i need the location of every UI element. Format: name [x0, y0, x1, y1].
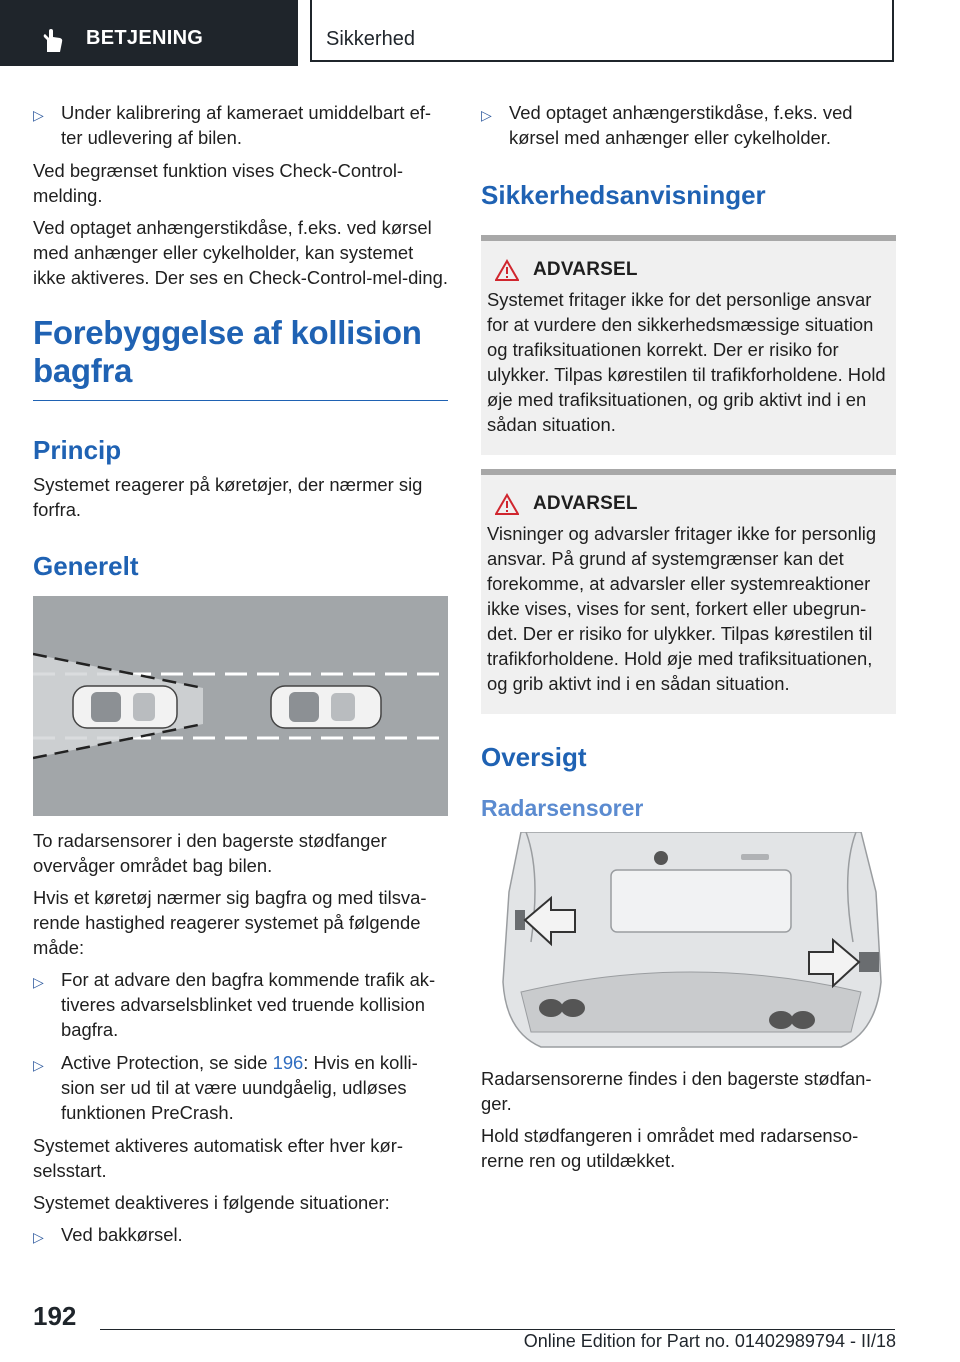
chapter-tab — [0, 0, 298, 66]
page-link[interactable]: 196 — [272, 1052, 304, 1073]
chapter-title: BETJENING — [86, 27, 204, 49]
car-icon — [271, 686, 381, 728]
warning-triangle-icon — [495, 259, 519, 281]
section-header — [310, 0, 894, 62]
list-item: ▷ Under kalibrering af kameraet umiddelbart ef-ter udlevering af bilen. — [33, 102, 432, 148]
paragraph: To radarsensorer i den bagerste stødfanger overvåger området bag bilen. — [33, 830, 387, 876]
warning-box — [481, 469, 896, 714]
section-heading-safety: Sikkerhedsanvisninger — [481, 180, 766, 210]
triangle-bullet-icon: ▷ — [33, 1229, 44, 1245]
paragraph: Ved optaget anhængerstikdåse, f.eks. ved kørsel med anhænger eller cykelholder, kan systemet ikke aktiveres. Der ses en Check-Control-mel-ding. — [33, 217, 448, 288]
paragraph: Radarsensorerne findes i den bagerste stødfan-ger. — [481, 1068, 872, 1114]
paragraph: Systemet deaktiveres i følgende situationer: — [33, 1192, 390, 1213]
list-item: ▷ Ved optaget anhængerstikdåse, f.eks. ved kørsel med anhænger eller cykelholder. — [481, 102, 853, 148]
warning-title: ADVARSEL — [533, 493, 638, 514]
warning-text: Systemet fritager ikke for det personlige ansvar for at vurdere den sikkerhedsmæssige situation og trafiksituationen korrekt. Der er risiko for ulykker. Tilpas kørestilen til trafikforholdene. Hold øje med trafiksituationen, og grib aktivt ind i en sådan situation. — [487, 289, 886, 435]
paragraph: Ved begrænset funktion vises Check-Control-melding. — [33, 160, 404, 206]
section-title: Sikkerhed — [326, 28, 415, 50]
left-column — [33, 100, 448, 1255]
paragraph: Systemet aktiveres automatisk efter hver kør-selsstart. — [33, 1135, 403, 1181]
warning-triangle-icon — [495, 493, 519, 515]
paragraph: Hvis et køretøj nærmer sig bagfra og med tilsva-rende hastighed reagerer systemet på følgende måde: — [33, 887, 427, 958]
footer-divider — [100, 1329, 895, 1330]
triangle-bullet-icon: ▷ — [481, 107, 492, 123]
right-column — [481, 100, 896, 1180]
subsection-heading-radar: Radarsensorer — [481, 795, 644, 821]
list-item: ▷ Ved bakkørsel. — [33, 1222, 448, 1247]
car-icon — [73, 686, 177, 728]
section-heading-princip: Princip — [33, 435, 122, 465]
triangle-bullet-icon: ▷ — [33, 1057, 44, 1073]
warning-title: ADVARSEL — [533, 259, 638, 280]
paragraph: Systemet reagerer på køretøjer, der nærmer sig forfra. — [33, 474, 423, 520]
list-item: ▷ For at advare den bagfra kommende trafik ak-tiveres advarselsblinket ved truende kollision bagfra. — [33, 969, 436, 1040]
chapter-heading: Forebyggelse af kollision bagfra — [33, 314, 448, 401]
triangle-bullet-icon: ▷ — [33, 974, 44, 990]
traffic-illustration — [33, 596, 448, 816]
warning-text: Visninger og advarsler fritager ikke for personlig ansvar. På grund af systemgrænser kan det forekomme, at advarsler eller systemreaktioner ikke vises, vises for sent, forkert eller ubegrun-det. Der er risiko for ulykker. Tilpas kørestilen til trafikforholdene. Hold øje med trafiksituationen, og grib aktivt ind i en sådan situation. — [487, 523, 877, 694]
section-heading-oversigt: Oversigt — [481, 742, 587, 772]
hand-icon — [40, 28, 66, 54]
rear-bumper-illustration — [481, 832, 895, 1052]
triangle-bullet-icon: ▷ — [33, 107, 44, 123]
list-item: ▷ Active Protection, se side 196: Hvis en kolli-sion ser ud til at være uundgåelig, udløses funktionen PreCrash. — [33, 1052, 418, 1123]
footer-edition: Online Edition for Part no. 01402989794 - II/18 — [523, 1331, 896, 1351]
section-heading-generelt: Generelt — [33, 551, 139, 581]
paragraph: Hold stødfangeren i området med radarsenso-rerne ren og utildækket. — [481, 1125, 859, 1171]
warning-box — [481, 235, 896, 455]
page-number: 192 — [33, 1301, 77, 1331]
